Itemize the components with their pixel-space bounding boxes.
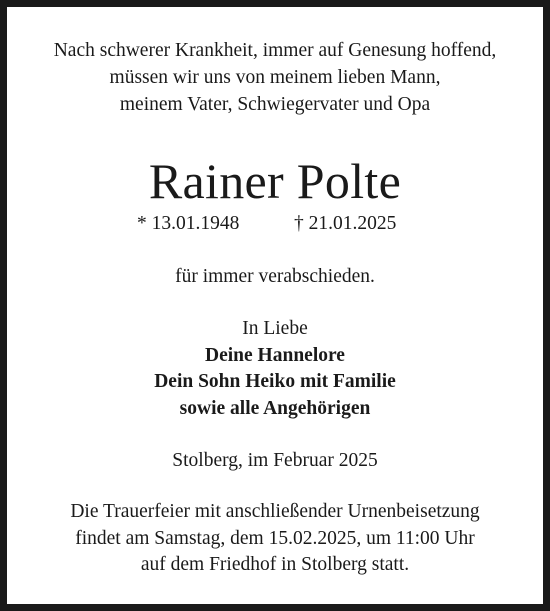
place-and-date: Stolberg, im Februar 2025	[172, 450, 378, 471]
mourner-name: Deine Hannelore	[205, 344, 345, 366]
intro-line-3: meinem Vater, Schwiegervater und Opa	[119, 94, 431, 115]
mourners-signature	[7, 316, 543, 422]
funeral-line-2: findet am Samstag, dem 15.02.2025, um 11:00 Uhr	[75, 527, 475, 549]
intro-line-2: müssen wir uns von meinem lieben Mann,	[109, 67, 441, 88]
intro-line-1: Nach schwerer Krankheit, immer auf Genesung hoffend,	[53, 40, 497, 61]
intro-text	[7, 37, 543, 118]
mourner-name: sowie alle Angehörigen	[179, 397, 371, 419]
farewell-text: für immer verabschieden.	[175, 266, 375, 287]
mourners-opening: In Liebe	[242, 318, 308, 339]
death-date: † 21.01.2025	[294, 213, 397, 234]
deceased-name: Rainer Polte	[148, 153, 402, 209]
mourner-name: Dein Sohn Heiko mit Familie	[154, 371, 396, 392]
funeral-details	[7, 499, 543, 579]
funeral-line-3: auf dem Friedhof in Stolberg statt.	[140, 554, 410, 575]
birth-date: * 13.01.1948	[137, 213, 240, 234]
funeral-line-1: Die Trauerfeier mit anschließender Urnenbeisetzung	[70, 501, 480, 522]
